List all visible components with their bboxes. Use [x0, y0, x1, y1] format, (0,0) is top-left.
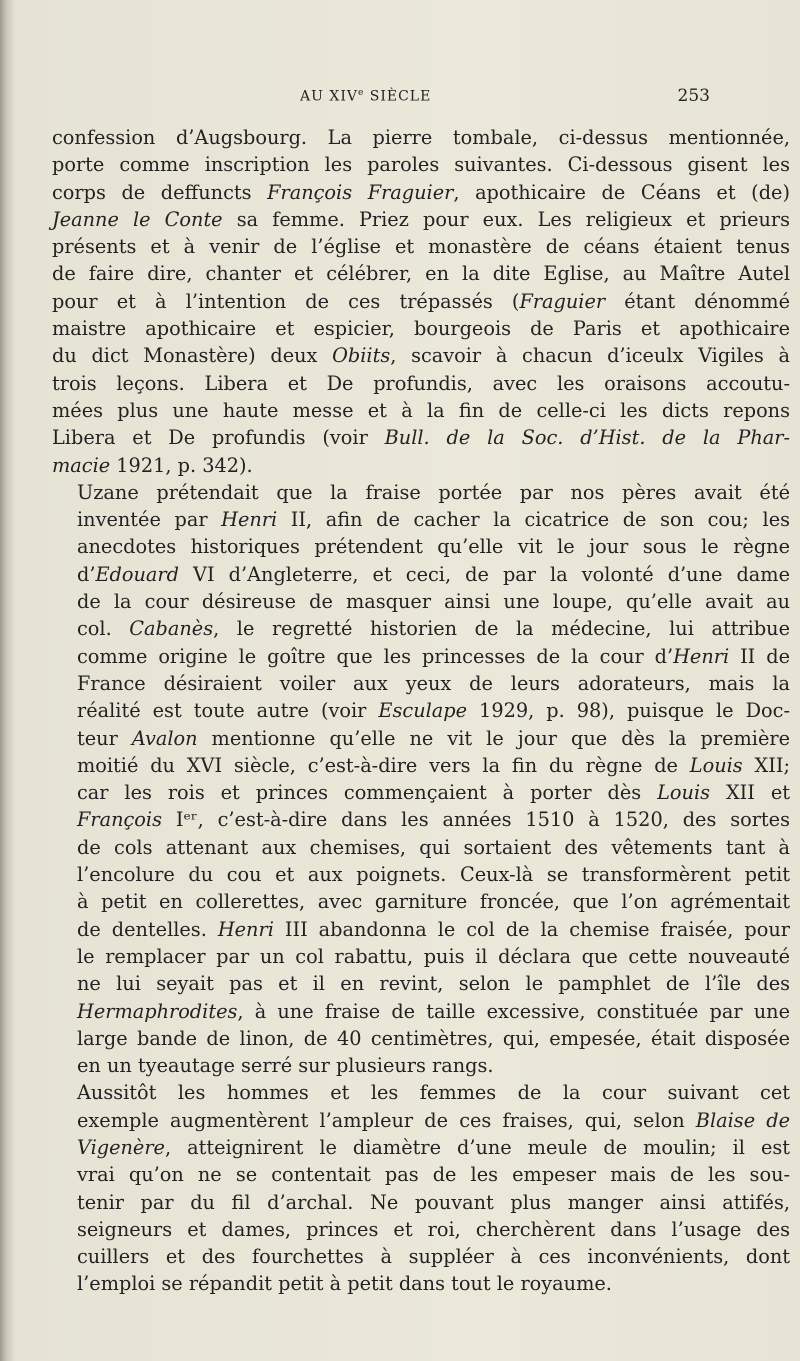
text-line: France désiraient voiler aux yeux de leurs adorateurs, mais la — [77, 671, 790, 695]
text-line: vrai qu’on ne se contentait pas de les empeser mais de les sou- — [77, 1163, 790, 1187]
text-line: teur Avalon mentionne qu’elle ne vit le jour que dès la première — [77, 726, 790, 750]
text-line: porte comme inscription les paroles suivantes. Ci-dessous gisent les — [52, 153, 790, 177]
paragraph-2 — [52, 479, 790, 1080]
page-number: 253 — [677, 86, 710, 106]
text-line: moitié du XVI siècle, c’est-à-dire vers la fin du règne de Louis XII; — [77, 753, 790, 777]
text-line: cuillers et des fourchettes à suppléer à ces inconvénients, dont — [77, 1245, 790, 1269]
text-line: car les rois et princes commençaient à porter dès Louis XII et — [77, 781, 790, 805]
text-line: seigneurs et dames, princes et roi, cherchèrent dans l’usage des — [77, 1217, 790, 1241]
text-line: pour et à l’intention de ces trépassés (Fraguier étant dénommé — [52, 289, 790, 313]
text-line: de dentelles. Henri III abandonna le col de la chemise fraisée, pour — [77, 917, 790, 941]
text-line: le remplacer par un col rabattu, puis il déclara que cette nouveauté — [77, 944, 790, 968]
text-line: de la cour désireuse de masquer ainsi une loupe, qu’elle avait au — [77, 590, 790, 614]
text-line: corps de deffuncts François Fraguier, apothicaire de Céans et (de) — [52, 180, 790, 204]
text-line: Uzane prétendait que la fraise portée par nos pères avait été — [77, 480, 790, 504]
paragraph-3 — [52, 1079, 790, 1297]
text-line: en un tyeautage serré sur plusieurs rangs. — [77, 1054, 494, 1078]
text-line: Libera et De profundis (voir Bull. de la Soc. d’Hist. de la Phar- — [52, 426, 791, 450]
text-line: large bande de linon, de 40 centimètres, qui, empesée, était disposée — [77, 1026, 790, 1050]
paragraph-1 — [52, 124, 790, 479]
text-line: réalité est toute autre (voir Esculape 1929, p. 98), puisque le Doc- — [77, 699, 790, 723]
running-header — [300, 88, 710, 110]
text-line: à petit en collerettes, avec garniture froncée, que l’on agrémentait — [77, 890, 790, 914]
text-line: ne lui seyait pas et il en revint, selon le pamphlet de l’île des — [77, 972, 790, 996]
text-line: anecdotes historiques prétendent qu’elle vit le jour sous le règne — [77, 535, 790, 559]
text-line: d’Edouard VI d’Angleterre, et ceci, de par la volonté d’une dame — [77, 562, 790, 586]
text-line: du dict Monastère) deux Obiits, scavoir à chacun d’iceulx Vigiles à — [52, 344, 790, 368]
text-line: de cols attenant aux chemises, qui sortaient des vêtements tant à — [77, 835, 790, 859]
text-line: présents et à venir de l’église et monastère de céans étaient tenus — [52, 235, 790, 259]
text-line: Hermaphrodites, à une fraise de taille excessive, constituée par une — [77, 999, 790, 1023]
text-line: Vigenère, atteignirent le diamètre d’une meule de moulin; il est — [77, 1135, 790, 1159]
text-line: macie 1921, p. 342). — [52, 453, 253, 477]
text-line: confession d’Augsbourg. La pierre tombale, ci-dessus mentionnée, — [52, 126, 790, 149]
text-line: col. Cabanès, le regretté historien de la médecine, lui attribue — [77, 617, 790, 641]
text-line: François Iᵉʳ, c’est-à-dire dans les années 1510 à 1520, des sortes — [77, 808, 790, 832]
text-line: mées plus une haute messe et à la fin de celle-ci les dicts repons — [52, 398, 790, 422]
text-line: inventée par Henri II, afin de cacher la cicatrice de son cou; les — [77, 508, 790, 532]
text-line: maistre apothicaire et espicier, bourgeois de Paris et apothicaire — [52, 317, 790, 341]
text-line: exemple augmentèrent l’ampleur de ces fraises, qui, selon Blaise de — [77, 1108, 791, 1132]
text-line: de faire dire, chanter et célébrer, en la dite Eglise, au Maître Autel — [52, 262, 790, 286]
body-text — [52, 124, 790, 1298]
text-line: Jeanne le Conte sa femme. Priez pour eux. Les religieux et prieurs — [52, 207, 791, 231]
text-line: comme origine le goître que les princesses de la cour d’Henri II de — [77, 644, 790, 668]
running-title: AU XIVe SIÈCLE — [300, 88, 432, 105]
text-line: l’encolure du cou et aux poignets. Ceux-là se transformèrent petit — [77, 863, 790, 887]
text-line: trois leçons. Libera et De profundis, avec les oraisons accoutu- — [52, 371, 790, 395]
text-line: l’emploi se répandit petit à petit dans tout le royaume. — [77, 1272, 612, 1296]
text-line: Aussitôt les hommes et les femmes de la cour suivant cet — [77, 1081, 790, 1105]
text-line: tenir par du fil d’archal. Ne pouvant plus manger ainsi attifés, — [77, 1190, 790, 1214]
